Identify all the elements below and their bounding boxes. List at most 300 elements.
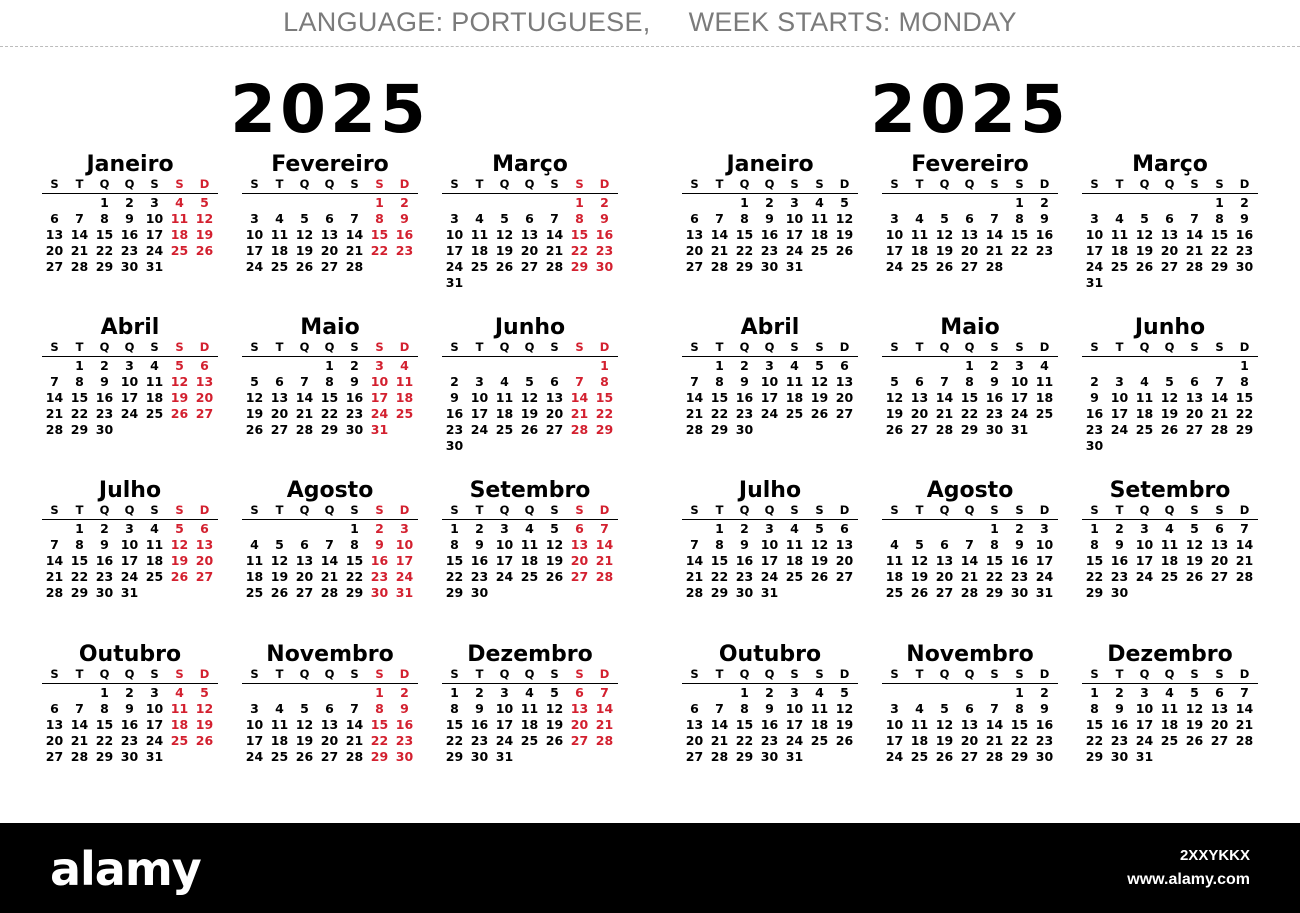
day-cell: 4 <box>250 537 259 552</box>
day-cell: 8 <box>100 701 109 716</box>
day-cell: 3 <box>250 211 259 226</box>
weekday-label: D <box>599 667 610 681</box>
day-cell: 2 <box>1040 195 1049 210</box>
weekday-label: S <box>150 503 159 517</box>
day-cell: 9 <box>350 374 359 389</box>
day-cell: 3 <box>400 521 409 536</box>
day-cell: 9 <box>100 374 109 389</box>
day-cell: 16 <box>595 227 614 242</box>
day-cell: 30 <box>595 259 614 274</box>
weekday-label: S <box>550 177 559 191</box>
day-cell: 21 <box>710 733 729 748</box>
day-cell: 4 <box>150 358 159 373</box>
week-start-label: WEEK STARTS: MONDAY <box>688 7 1017 37</box>
day-cell: 4 <box>1115 211 1124 226</box>
day-cell: 25 <box>910 749 929 764</box>
language-label: LANGUAGE: PORTUGUESE, <box>283 7 651 37</box>
weekday-label: S <box>690 667 699 681</box>
day-cell: 7 <box>690 374 699 389</box>
day-cell: 5 <box>175 521 184 536</box>
day-cell: 1 <box>1240 358 1249 373</box>
day-cell: 10 <box>785 211 804 226</box>
image-id: 2XXYKKX <box>1179 847 1250 864</box>
day-cell: 10 <box>1010 374 1029 389</box>
weekday-label: S <box>790 503 799 517</box>
day-cell: 18 <box>520 717 539 732</box>
day-cell: 31 <box>120 585 139 600</box>
site-url: www.alamy.com <box>1127 871 1250 888</box>
weekday-label: S <box>550 667 559 681</box>
day-cell: 8 <box>450 701 459 716</box>
day-cell: 1 <box>75 358 84 373</box>
day-cell: 18 <box>785 553 804 568</box>
day-cell: 14 <box>595 701 614 716</box>
day-cell: 9 <box>765 211 774 226</box>
day-cell: 2 <box>1115 685 1124 700</box>
day-cell: 1 <box>740 195 749 210</box>
header-underline <box>1082 193 1258 194</box>
weekday-label: T <box>915 177 924 191</box>
day-cell: 26 <box>295 259 314 274</box>
day-cell: 6 <box>1215 521 1224 536</box>
day-cell: 11 <box>785 374 804 389</box>
day-cell: 2 <box>475 685 484 700</box>
month-name: Agosto <box>286 478 374 503</box>
day-cell: 9 <box>125 701 134 716</box>
day-cell: 4 <box>475 211 484 226</box>
day-cell: 1 <box>1215 195 1224 210</box>
month-name: Setembro <box>469 478 591 503</box>
day-cell: 4 <box>400 358 409 373</box>
day-cell: 4 <box>890 537 899 552</box>
day-cell: 1 <box>325 358 334 373</box>
day-cell: 3 <box>500 521 509 536</box>
header-underline <box>42 193 218 194</box>
day-cell: 24 <box>760 569 779 584</box>
day-cell: 4 <box>175 685 184 700</box>
day-cell: 9 <box>1090 390 1099 405</box>
day-cell: 21 <box>1185 243 1204 258</box>
day-cell: 28 <box>345 749 364 764</box>
day-cell: 31 <box>1135 749 1154 764</box>
weekday-label: T <box>915 667 924 681</box>
day-cell: 9 <box>375 537 384 552</box>
day-cell: 1 <box>450 521 459 536</box>
day-cell: 16 <box>395 717 414 732</box>
day-cell: 13 <box>570 537 589 552</box>
day-cell: 26 <box>935 259 954 274</box>
day-cell: 11 <box>1035 374 1054 389</box>
day-cell: 11 <box>1160 701 1179 716</box>
day-cell: 27 <box>45 259 64 274</box>
day-cell: 14 <box>710 227 729 242</box>
weekday-header-row <box>42 340 218 355</box>
day-cell: 10 <box>245 717 264 732</box>
day-cell: 15 <box>1085 553 1104 568</box>
day-cell: 24 <box>495 733 514 748</box>
day-cell: 5 <box>1190 521 1199 536</box>
day-cell: 7 <box>350 211 359 226</box>
day-cell: 23 <box>760 243 779 258</box>
day-cell: 18 <box>395 390 414 405</box>
day-cell: 21 <box>70 243 89 258</box>
day-cell: 12 <box>835 701 854 716</box>
weekday-header-row <box>442 340 618 355</box>
day-cell: 19 <box>295 243 314 258</box>
day-cell: 23 <box>1035 243 1054 258</box>
day-cell: 14 <box>985 227 1004 242</box>
day-cell: 17 <box>470 406 489 421</box>
day-cell: 16 <box>120 227 139 242</box>
day-cell: 7 <box>75 211 84 226</box>
day-cell: 8 <box>715 374 724 389</box>
day-cell: 5 <box>1140 211 1149 226</box>
weekday-header-row <box>42 503 218 518</box>
day-cell: 29 <box>735 259 754 274</box>
day-cell: 28 <box>685 422 704 437</box>
month-name: Maio <box>940 315 1000 340</box>
weekday-label: D <box>399 503 410 517</box>
day-cell: 11 <box>885 553 904 568</box>
day-cell: 15 <box>370 227 389 242</box>
day-cell: 4 <box>915 211 924 226</box>
day-cell: 18 <box>520 553 539 568</box>
day-cell: 12 <box>195 701 214 716</box>
day-cell: 9 <box>475 537 484 552</box>
day-cell: 7 <box>550 211 559 226</box>
day-cell: 27 <box>295 585 314 600</box>
day-cell: 20 <box>685 243 704 258</box>
weekday-header-row <box>1082 667 1258 682</box>
day-cell: 21 <box>960 569 979 584</box>
weekday-label: S <box>450 667 459 681</box>
day-cell: 30 <box>735 422 754 437</box>
day-cell: 18 <box>1135 406 1154 421</box>
day-cell: 31 <box>785 259 804 274</box>
day-cell: 28 <box>985 749 1004 764</box>
day-cell: 12 <box>885 390 904 405</box>
weekday-label: D <box>1039 503 1050 517</box>
day-cell: 1 <box>1015 685 1024 700</box>
month-outubro <box>682 642 858 792</box>
day-cell: 4 <box>1165 685 1174 700</box>
day-cell: 25 <box>245 585 264 600</box>
weekday-label: S <box>1090 667 1099 681</box>
weekday-label: S <box>50 667 59 681</box>
day-cell: 6 <box>965 211 974 226</box>
day-cell: 28 <box>1210 422 1229 437</box>
weekday-label: D <box>839 177 850 191</box>
weekday-label: S <box>50 503 59 517</box>
day-cell: 24 <box>120 406 139 421</box>
day-cell: 5 <box>840 685 849 700</box>
header-underline <box>42 356 218 357</box>
day-cell: 20 <box>835 390 854 405</box>
day-cell: 2 <box>1240 195 1249 210</box>
day-cell: 24 <box>470 422 489 437</box>
day-cell: 19 <box>245 406 264 421</box>
day-cell: 18 <box>785 390 804 405</box>
day-cell: 18 <box>1160 717 1179 732</box>
day-cell: 25 <box>1135 422 1154 437</box>
weekday-label: S <box>815 667 824 681</box>
day-cell: 26 <box>835 243 854 258</box>
day-cell: 4 <box>1140 374 1149 389</box>
weekday-label: D <box>599 340 610 354</box>
day-cell: 9 <box>475 701 484 716</box>
day-cell: 29 <box>595 422 614 437</box>
day-cell: 24 <box>1035 569 1054 584</box>
month-janeiro <box>682 152 858 302</box>
day-cell: 13 <box>195 537 214 552</box>
day-cell: 27 <box>195 406 214 421</box>
day-cell: 1 <box>100 195 109 210</box>
day-cell: 30 <box>735 585 754 600</box>
day-cell: 24 <box>395 569 414 584</box>
day-cell: 1 <box>375 685 384 700</box>
day-cell: 28 <box>935 422 954 437</box>
day-cell: 27 <box>570 733 589 748</box>
weekday-label: S <box>375 340 384 354</box>
day-cell: 25 <box>520 733 539 748</box>
day-cell: 26 <box>170 569 189 584</box>
day-cell: 16 <box>735 390 754 405</box>
day-cell: 23 <box>345 406 364 421</box>
day-cell: 19 <box>170 553 189 568</box>
day-cell: 10 <box>470 390 489 405</box>
day-cell: 1 <box>1090 521 1099 536</box>
weekday-label: S <box>990 667 999 681</box>
weekday-label: S <box>175 177 184 191</box>
weekday-label: S <box>990 177 999 191</box>
day-cell: 30 <box>370 585 389 600</box>
weekday-label: S <box>1015 667 1024 681</box>
day-cell: 6 <box>550 374 559 389</box>
weekday-header-row <box>682 340 858 355</box>
day-cell: 19 <box>885 406 904 421</box>
weekday-label: S <box>150 177 159 191</box>
day-cell: 29 <box>985 585 1004 600</box>
day-cell: 25 <box>1160 569 1179 584</box>
day-cell: 20 <box>1160 243 1179 258</box>
day-cell: 3 <box>890 211 899 226</box>
weekday-label: Q <box>299 667 310 681</box>
month-name: Outubro <box>718 642 822 667</box>
header-underline <box>1082 356 1258 357</box>
day-cell: 5 <box>175 358 184 373</box>
day-cell: 31 <box>495 749 514 764</box>
day-cell: 29 <box>735 749 754 764</box>
day-cell: 9 <box>1015 537 1024 552</box>
day-cell: 29 <box>1235 422 1254 437</box>
day-cell: 24 <box>445 259 464 274</box>
day-cell: 14 <box>570 390 589 405</box>
weekday-header-row <box>242 503 418 518</box>
weekday-label: Q <box>1164 177 1175 191</box>
day-cell: 18 <box>1110 243 1129 258</box>
day-cell: 17 <box>760 390 779 405</box>
weekday-label: Q <box>324 667 335 681</box>
day-cell: 28 <box>570 422 589 437</box>
day-cell: 2 <box>990 358 999 373</box>
weekday-label: Q <box>499 503 510 517</box>
weekday-label: T <box>715 177 724 191</box>
day-cell: 24 <box>885 749 904 764</box>
day-cell: 17 <box>495 553 514 568</box>
weekday-label: T <box>715 503 724 517</box>
calendar-plain <box>640 60 1280 800</box>
day-cell: 13 <box>545 390 564 405</box>
day-cell: 26 <box>810 569 829 584</box>
day-cell: 26 <box>835 733 854 748</box>
day-cell: 25 <box>785 569 804 584</box>
day-cell: 22 <box>95 733 114 748</box>
day-cell: 24 <box>760 406 779 421</box>
month-dezembro <box>1082 642 1258 792</box>
day-cell: 25 <box>885 585 904 600</box>
weekday-label: S <box>890 503 899 517</box>
day-cell: 11 <box>245 553 264 568</box>
day-cell: 13 <box>45 717 64 732</box>
day-cell: 30 <box>1235 259 1254 274</box>
month-name: Julho <box>738 478 802 503</box>
day-cell: 8 <box>1215 211 1224 226</box>
day-cell: 23 <box>470 733 489 748</box>
day-cell: 15 <box>1085 717 1104 732</box>
day-cell: 29 <box>70 422 89 437</box>
weekday-label: S <box>575 177 584 191</box>
header-underline <box>882 193 1058 194</box>
weekday-header-row <box>1082 340 1258 355</box>
month-novembro <box>242 642 418 792</box>
day-cell: 3 <box>250 701 259 716</box>
day-cell: 15 <box>70 553 89 568</box>
day-cell: 13 <box>195 374 214 389</box>
weekday-label: S <box>350 667 359 681</box>
day-cell: 20 <box>195 390 214 405</box>
day-cell: 5 <box>815 358 824 373</box>
day-cell: 16 <box>445 406 464 421</box>
weekday-label: S <box>890 667 899 681</box>
month-name: Junho <box>1134 315 1206 340</box>
day-cell: 3 <box>890 701 899 716</box>
header-underline <box>242 193 418 194</box>
day-cell: 8 <box>1015 701 1024 716</box>
day-cell: 6 <box>325 211 334 226</box>
day-cell: 5 <box>300 701 309 716</box>
day-cell: 5 <box>915 537 924 552</box>
day-cell: 14 <box>345 717 364 732</box>
day-cell: 20 <box>1210 553 1229 568</box>
day-cell: 6 <box>300 537 309 552</box>
header-underline <box>442 519 618 520</box>
day-cell: 8 <box>575 211 584 226</box>
day-cell: 5 <box>815 521 824 536</box>
day-cell: 17 <box>120 390 139 405</box>
weekday-label: T <box>715 340 724 354</box>
weekday-label: Q <box>764 503 775 517</box>
day-cell: 9 <box>990 374 999 389</box>
weekday-label: S <box>690 177 699 191</box>
day-cell: 23 <box>735 569 754 584</box>
month-name: Novembro <box>266 642 394 667</box>
weekday-label: Q <box>1164 503 1175 517</box>
day-cell: 28 <box>595 733 614 748</box>
day-cell: 29 <box>710 585 729 600</box>
day-cell: 23 <box>470 569 489 584</box>
weekday-label: D <box>199 177 210 191</box>
month-setembro <box>1082 478 1258 628</box>
weekday-label: T <box>475 340 484 354</box>
month-name: Março <box>492 152 568 177</box>
header-underline <box>442 356 618 357</box>
day-cell: 1 <box>1090 685 1099 700</box>
day-cell: 28 <box>45 585 64 600</box>
day-cell: 29 <box>445 585 464 600</box>
day-cell: 19 <box>810 390 829 405</box>
day-cell: 14 <box>70 717 89 732</box>
day-cell: 19 <box>1185 717 1204 732</box>
day-cell: 3 <box>1140 685 1149 700</box>
header-underline <box>242 519 418 520</box>
day-cell: 2 <box>740 358 749 373</box>
day-cell: 10 <box>785 701 804 716</box>
day-cell: 21 <box>935 406 954 421</box>
month-name: Janeiro <box>726 152 814 177</box>
weekday-label: Q <box>124 667 135 681</box>
day-cell: 19 <box>935 243 954 258</box>
day-cell: 11 <box>470 227 489 242</box>
weekday-header-row <box>442 177 618 192</box>
day-cell: 15 <box>960 390 979 405</box>
day-cell: 11 <box>495 390 514 405</box>
day-cell: 26 <box>545 569 564 584</box>
weekday-label: S <box>50 340 59 354</box>
day-cell: 1 <box>715 358 724 373</box>
day-cell: 4 <box>500 374 509 389</box>
day-cell: 28 <box>345 259 364 274</box>
weekday-label: Q <box>99 503 110 517</box>
day-cell: 20 <box>45 733 64 748</box>
day-cell: 17 <box>395 553 414 568</box>
weekday-label: S <box>375 667 384 681</box>
day-cell: 14 <box>70 227 89 242</box>
day-cell: 20 <box>195 553 214 568</box>
day-cell: 12 <box>1135 227 1154 242</box>
day-cell: 15 <box>735 717 754 732</box>
day-cell: 9 <box>1115 701 1124 716</box>
day-cell: 24 <box>245 749 264 764</box>
weekday-label: Q <box>499 177 510 191</box>
day-cell: 17 <box>1135 553 1154 568</box>
day-cell: 9 <box>400 701 409 716</box>
day-cell: 30 <box>760 259 779 274</box>
day-cell: 7 <box>1190 211 1199 226</box>
weekday-header-row <box>1082 503 1258 518</box>
weekday-label: Q <box>1139 177 1150 191</box>
day-cell: 1 <box>715 521 724 536</box>
day-cell: 25 <box>810 733 829 748</box>
weekday-label: S <box>150 340 159 354</box>
month-julho <box>682 478 858 628</box>
weekday-label: S <box>175 667 184 681</box>
day-cell: 25 <box>170 243 189 258</box>
day-cell: 1 <box>965 358 974 373</box>
weekday-label: S <box>890 340 899 354</box>
day-cell: 21 <box>295 406 314 421</box>
day-cell: 31 <box>1085 275 1104 290</box>
day-cell: 9 <box>1040 211 1049 226</box>
